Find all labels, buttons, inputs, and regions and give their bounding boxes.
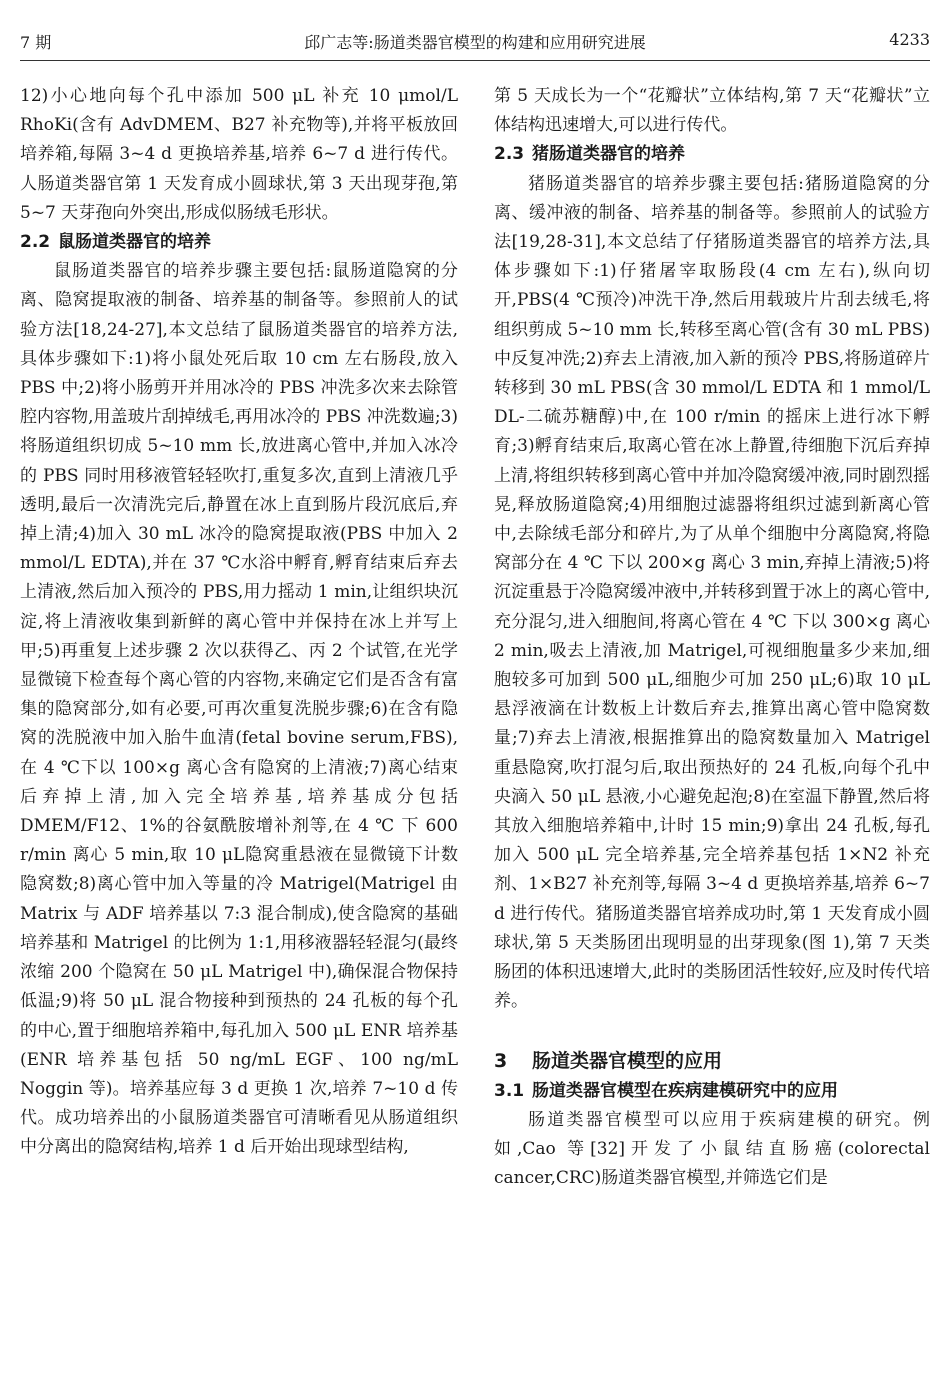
section-title: 猪肠道类器官的培养	[532, 144, 685, 165]
paragraph-pig-organoid: 猪肠道类器官的培养步骤主要包括:猪肠道隐窝的分离、缓冲液的制备、培养基的制备等。参照前人的试验方法[19,28-31],本文总结了仔猪肠道类器官的培养方法,具体步骤如下:1)仔猪屠宰取肠段(4 cm 左右),纵向切开,PBS(4 ℃预冷)冲洗干净,然后用载玻片片刮去绒毛,将组织剪成 5~10 mm 长,转移至离心管(含有 30 mL PBS)中反复冲洗;2)弃去上清液,加入新的预冷 PBS,将肠道碎片转移到 30 mL PBS(含 30 mmol/L EDTA 和 1 mmol/L DL-二硫苏糖醇)中,在 100 r/min 的摇床上进行冰下孵育;3)孵育结束后,取离心管在冰上静置,待细胞下沉后弃掉上清,将组织转移到离心管中并加冷隐窝缓冲液,同时剧烈摇晃,释放肠道隐窝;4)用细胞过滤器将组织过滤到新离心管中,去除绒毛部分和碎片,为了从单个细胞中分离隐窝,将隐窝部分在 4 ℃ 下以 200×g 离心 3 min,弃掉上清液;5)将沉淀重悬于冷隐窝缓冲液中,并转移到置于冰上的离心管中,充分混匀,进入细胞间,将离心管在 4 ℃ 下以 300×g 离心 2 min,吸去上清液,加 Matrigel,可视细胞量多少来加,细胞较多可加到 500 μL,细胞少可加 250 μL;6)取 10 μL 悬浮液滴在计数板上计数后弃去,推算出离心管中隐窝数量;7)弃去上清液,根据推算出的隐窝数量加入 Matrigel 重悬隐窝,吹打混匀后,取出预热好的 24 孔板,向每个孔中央滴入 50 μL 悬液,小心避免起泡;8)在室温下静置,然后将其放入细胞培养箱中,计时 15 min;9)拿出 24 孔板,每孔加入 500 μL 完全培养基,完全培养基包括 1×N2 补充剂、1×B27 补充剂等,每隔 3~4 d 更换培养基,培养 6~7 d 进行传代。猪肠道类器官培养成功时,第 1 天发育成小圆球状,第 5 天类肠团出现明显的出芽现象(图 1),第 7 天类肠团的体积迅速增大,此时的类肠团活性较好,应及时传代培养。	[494, 173, 930, 1012]
section-heading-3	[494, 1045, 930, 1077]
section-number: 2.3	[494, 144, 525, 165]
section-heading-2-2	[20, 228, 458, 257]
section-number: 3.1	[494, 1080, 525, 1101]
header-rule	[20, 60, 930, 61]
running-title: 邱广志等:肠道类器官模型的构建和应用研究进展	[304, 33, 646, 52]
section-number: 3	[494, 1049, 508, 1072]
section-title: 肠道类器官模型在疾病建模研究中的应用	[532, 1080, 838, 1101]
right-column	[494, 82, 930, 1193]
paragraph-human-organoid-steps: 12)小心地向每个孔中添加 500 μL 补充 10 μmol/L RhoKi(含有 AdvDMEM、B27 补充物等),并将平板放回培养箱,每隔 3~4 d 更换培养基,培养 6~7 d 进行传代。人肠道类器官第 1 天发育成小圆球状,第 3 天出现芽孢,第 5~7 天芽孢向外突出,形成似肠绒毛形状。	[20, 86, 458, 223]
section-heading-2-3	[494, 140, 930, 169]
issue-number: 7 期	[20, 33, 52, 52]
section-title: 鼠肠道类器官的培养	[58, 232, 211, 253]
running-header	[20, 30, 930, 58]
page-number: 4233	[889, 30, 930, 49]
section-number: 2.2	[20, 232, 51, 253]
paragraph-disease-modeling: 肠道类器官模型可以应用于疾病建模的研究。例如,Cao 等[32]开发了小鼠结直肠癌(colorectal cancer,CRC)肠道类器官模型,并筛选它们是	[494, 1109, 930, 1189]
section-title: 肠道类器官模型的应用	[532, 1049, 723, 1072]
left-column	[20, 82, 458, 1163]
section-heading-3-1	[494, 1077, 930, 1106]
paragraph-mouse-organoid-cont: 第 5 天成长为一个“花瓣状”立体结构,第 7 天“花瓣状”立体结构迅速增大,可以进行传代。	[494, 86, 930, 136]
paragraph-mouse-organoid: 鼠肠道类器官的培养步骤主要包括:鼠肠道隐窝的分离、隐窝提取液的制备、培养基的制备等。参照前人的试验方法[18,24-27],本文总结了鼠肠道类器官的培养方法,具体步骤如下:1)将小鼠处死后取 10 cm 左右肠段,放入 PBS 中;2)将小肠剪开并用冰冷的 PBS 冲洗多次来去除管腔内容物,用盖玻片刮掉绒毛,再用冰冷的 PBS 冲洗数遍;3)将肠道组织切成 5~10 mm 长,放进离心管中,并加入冰冷的 PBS 同时用移液管轻轻吹打,重复多次,直到上清液几乎透明,最后一次清洗完后,静置在冰上直到肠片段沉底后,弃掉上清;4)加入 30 mL 冰冷的隐窝提取液(PBS 中加入 2 mmol/L EDTA),并在 37 ℃水浴中孵育,孵育结束后弃去上清液,然后加入预冷的 PBS,用力摇动 1 min,让组织块沉淀,将上清液收集到新鲜的离心管中并保持在冰上并写上甲;5)再重复上述步骤 2 次以获得乙、丙 2 个试管,在光学显微镜下检查每个离心管的内容物,来确定它们是否含有富集的隐窝部分,如有必要,可再次重复洗脱步骤;6)在含有隐窝的洗脱液中加入胎牛血清(fetal bovine serum,FBS),在 4 ℃下以 100×g 离心含有隐窝的上清液;7)离心结束后弃掉上清,加入完全培养基,培养基成分包括 DMEM/F12、1%的谷氨酰胺增补剂等,在 4 ℃ 下 600 r/min 离心 5 min,取 10 μL隐窝重悬液在显微镜下计数隐窝数;8)离心管中加入等量的冷 Matrigel(Matrigel 由 Matrix 与 ADF 培养基以 7:3 混合制成),使含隐窝的基础培养基和 Matrigel 的比例为 1:1,用移液器轻轻混匀(最终浓缩 200 个隐窝在 50 μL Matrigel 中),确保混合物保持低温;9)将 50 μL 混合物接种到预热的 24 孔板的每个孔的中心,置于细胞培养箱中,每孔加入 500 μL ENR 培养基(ENR 培养基包括 50 ng/mL EGF、100 ng/mL Noggin 等)。培养基应每 3 d 更换 1 次,培养 7~10 d 传代。成功培养出的小鼠肠道类器官可清晰看见从肠道组织中分离出的隐窝结构,培养 1 d 后开始出现球型结构,	[20, 261, 458, 1158]
